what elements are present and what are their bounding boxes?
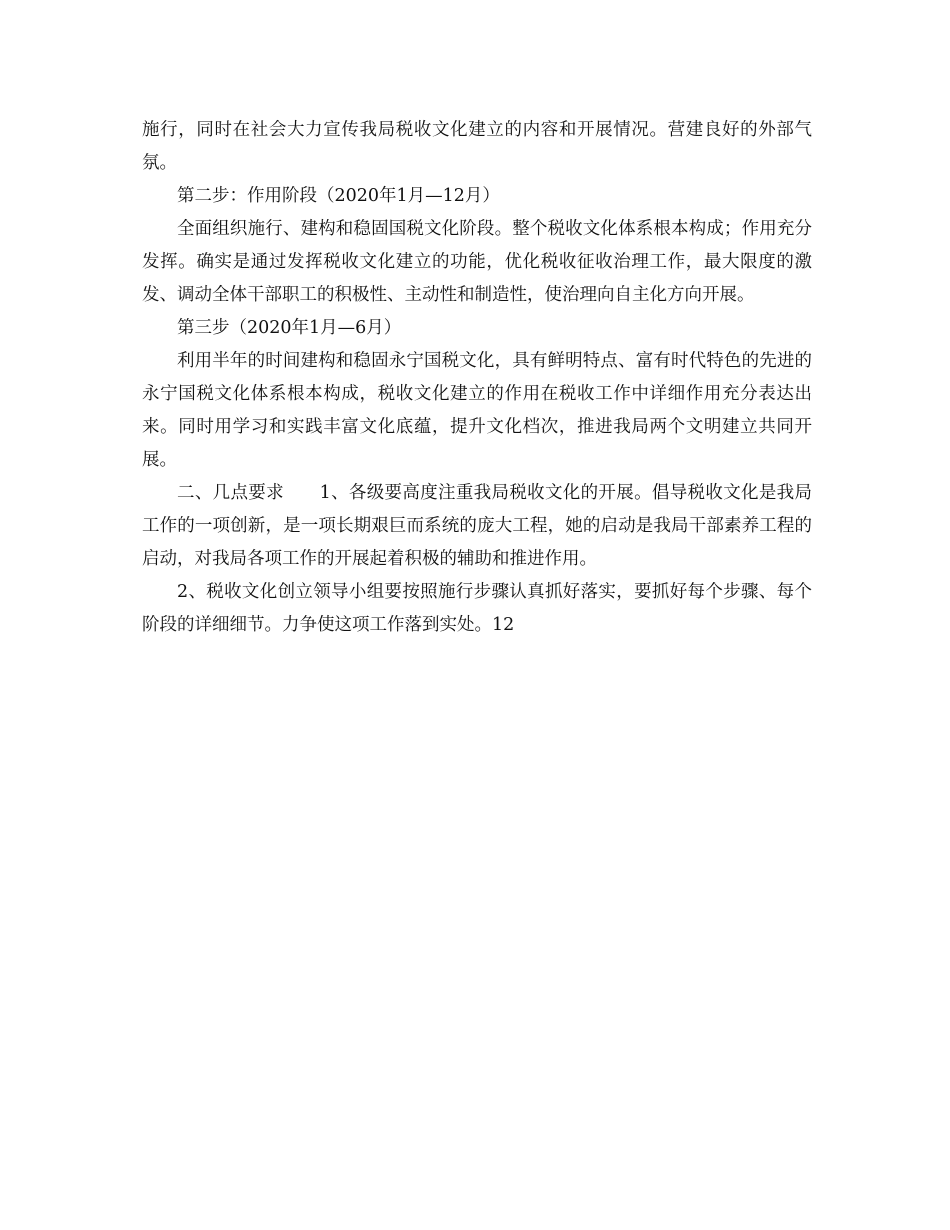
step-two-paragraph: 全面组织施行、建构和稳固国税文化阶段。整个税收文化体系根本构成；作用充分发挥。确实是通过发挥税收文化建立的功能，优化税收征收治理工作，最大限度的激发、调动全体干部职工的积极性、主动性和制造性，使治理向自主化方向开展。 <box>142 219 812 305</box>
requirements-paragraph <box>142 477 812 576</box>
requirement-two-paragraph: 2、税收文化创立领导小组要按照施行步骤认真抓好落实，要抓好每个步骤、每个阶段的详细细节。力争使这项工作落到实处。12 <box>142 582 812 635</box>
document-body <box>142 114 812 642</box>
step-two-heading: 第二步：作用阶段（2020年1月—12月） <box>177 186 500 206</box>
requirements-heading: 二、几点要求 <box>177 483 284 503</box>
step-three-paragraph: 利用半年的时间建构和稳固永宁国税文化，具有鲜明特点、富有时代特色的先进的永宁国税文化体系根本构成，税收文化建立的作用在税收工作中详细作用充分表达出来。同时用学习和实践丰富文化底蕴，提升文化档次，推进我局两个文明建立共同开展。 <box>142 351 812 470</box>
step-three-heading: 第三步（2020年1月—6月） <box>177 318 402 338</box>
requirements-spacer <box>284 483 320 503</box>
requirement-one-text: 1、各级要高度注重我局税收文化的开展。倡导税收文化是我局工作的一项创新，是一项长期艰巨而系统的庞大工程，她的启动是我局干部素养工程的启动，对我局各项工作的开展起着积极的辅助和推进作用。 <box>142 483 813 569</box>
paragraph-continuation: 施行，同时在社会大力宣传我局税收文化建立的内容和开展情况。营建良好的外部气氛。 <box>142 120 812 173</box>
